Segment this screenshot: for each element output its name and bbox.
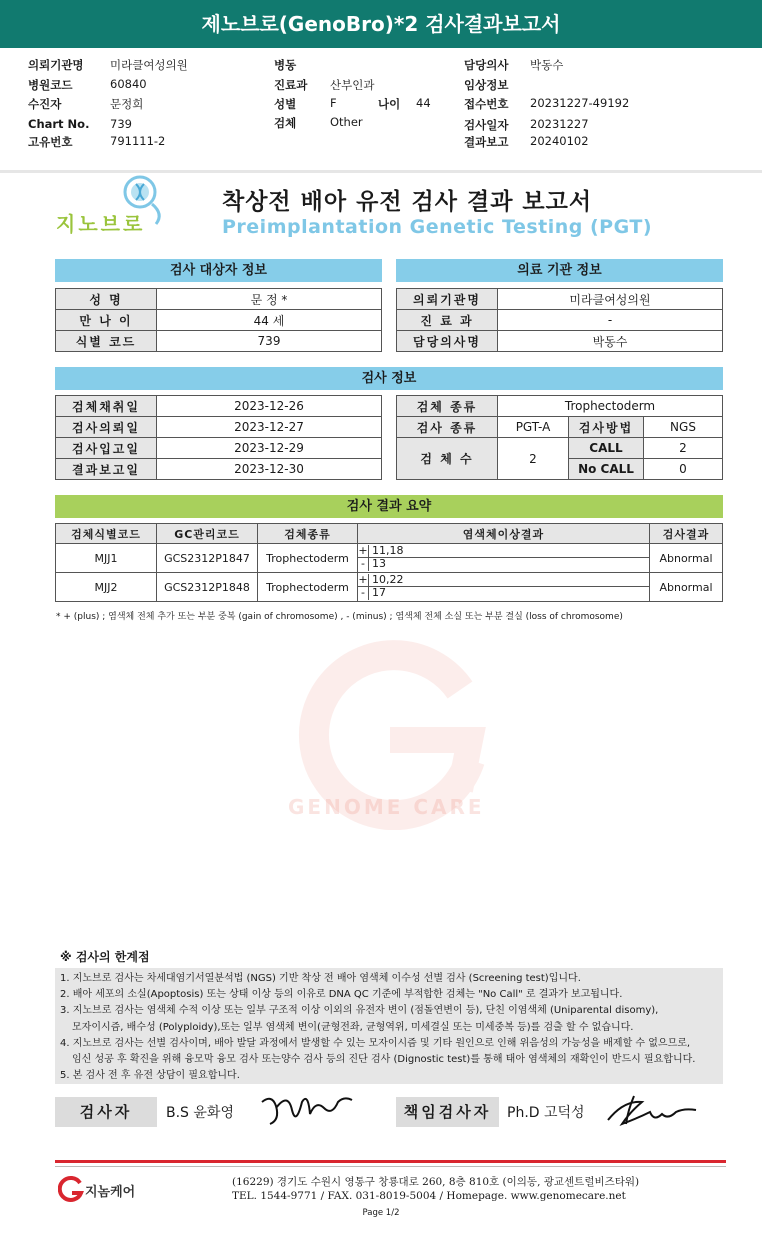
footer-gray-line (55, 1166, 726, 1167)
header-value: F (330, 96, 337, 110)
method-label: 검사방법 (569, 417, 644, 438)
header-value: 산부인과 (330, 78, 375, 92)
table-row (397, 289, 723, 310)
row-label: 식별 코드 (56, 331, 157, 352)
row-label: 검사의뢰일 (56, 417, 157, 438)
specimen-type-label: 검체 종류 (397, 396, 498, 417)
limitations-box (55, 968, 723, 1084)
table-row (56, 331, 382, 352)
row-value: 2023-12-27 (157, 417, 382, 438)
chief-tester-label: 책임검사자 (396, 1097, 499, 1127)
header-label: 의뢰기관명 (28, 58, 84, 72)
limitations-title: ※ 검사의 한계점 (60, 950, 150, 964)
limitation-line: 임신 성공 후 확진을 위해 융모막 융모 검사 또는양수 검사 등의 진단 검사 (Dignostic test)를 통해 태아 염색체의 재확인이 반드시 필요합니다. (72, 1054, 696, 1066)
row-label: 만 나 이 (56, 310, 157, 331)
limitation-line: 3. 지노브로 검사는 염색체 수적 이상 또는 일부 구조적 이상 이외의 유전자 변이 (점돌연변이 등), 단친 이염색체 (Uniparental disomy), (60, 1005, 659, 1017)
header-field (28, 77, 248, 93)
table-row (397, 310, 723, 331)
test-type-label: 검사 종류 (397, 417, 498, 438)
limitation-line: 5. 본 검사 전 후 유전 상담이 필요합니다. (60, 1070, 240, 1082)
limitation-line: 4. 지노브로 검사는 선별 검사이며, 배아 발달 과정에서 발생할 수 있는 모자이시즘 및 기타 원인으로 인해 위음성의 가능성을 배제할 수 없으므로, (60, 1037, 691, 1049)
column-header: GC관리코드 (157, 524, 258, 544)
header-field (464, 57, 704, 73)
column-header: 검체종류 (258, 524, 358, 544)
count-value: 2 (498, 438, 569, 480)
gain-row (358, 545, 649, 558)
header-label: 수진자 (28, 97, 62, 111)
watermark-text: GENOME CARE (288, 795, 485, 819)
header-field (28, 117, 248, 133)
subject-info-table (55, 288, 382, 352)
row-label: 결과보고일 (56, 459, 157, 480)
row-label: 담당의사명 (397, 331, 498, 352)
header-field (274, 77, 444, 93)
summary-footnote: * + (plus) ; 염색체 전체 추가 또는 부분 중복 (gain of chromosome) , - (minus) ; 염색체 전체 소실 또는 부분 결실 (loss of chromosome) (56, 612, 623, 622)
plus-sign: + (358, 544, 368, 557)
gain-value: 10,22 (372, 573, 404, 586)
call-value: 2 (644, 438, 723, 459)
specimen-info-table (396, 395, 723, 480)
table-header-row (56, 524, 723, 544)
sample-id: MJJ2 (56, 573, 157, 602)
row-value: 미라클여성의원 (498, 289, 723, 310)
minus-sign: - (358, 558, 369, 571)
header-label: 성별 (274, 97, 297, 111)
loss-row (358, 587, 649, 600)
header-value: Other (330, 115, 363, 129)
sample-id: MJJ1 (56, 544, 157, 573)
limitation-line: 1. 지노브로 검사는 차세대염기서열분석법 (NGS) 기반 착상 전 배아 염색체 이수성 선별 검사 (Screening test)입니다. (60, 973, 581, 984)
call-label: CALL (569, 438, 644, 459)
footer-red-line (55, 1160, 726, 1163)
table-row (56, 573, 723, 602)
header-field (464, 96, 704, 112)
table-row (56, 310, 382, 331)
chromosome-result (358, 573, 650, 602)
age-label: 나이 (378, 97, 401, 111)
header-value: 739 (110, 117, 132, 131)
header-field (274, 57, 444, 73)
report-title: 제노브로(GenoBro)*2 검사결과보고서 (201, 12, 561, 36)
specimen-type-value: Trophectoderm (498, 396, 723, 417)
test-info-heading: 검사 정보 (55, 367, 723, 390)
nocall-value: 0 (644, 459, 723, 480)
header-label: 병동 (274, 58, 297, 72)
row-value: 44 세 (157, 310, 382, 331)
gain-value: 11,18 (372, 544, 404, 557)
header-value: 미라클여성의원 (110, 58, 188, 72)
chief-tester-name: Ph.D 고덕성 (507, 1105, 585, 1121)
header-label: 고유번호 (28, 135, 73, 149)
gc-code: GCS2312P1848 (157, 573, 258, 602)
header-label: Chart No. (28, 117, 90, 131)
table-row (56, 289, 382, 310)
summary-table (55, 523, 723, 602)
table-row (397, 417, 723, 438)
header-label: 검사일자 (464, 118, 509, 132)
genobro-logo (56, 180, 176, 244)
row-value: 2023-12-30 (157, 459, 382, 480)
row-label: 진 료 과 (397, 310, 498, 331)
tester-name: B.S 윤화영 (166, 1105, 234, 1121)
row-label: 성 명 (56, 289, 157, 310)
limitation-line: 2. 배아 세포의 소실(Apoptosis) 또는 상태 이상 등의 이유로 DNA QC 기준에 부적합한 검체는 "No Call" 로 결과가 보고됩니다. (60, 989, 623, 1001)
header-label: 진료과 (274, 78, 308, 92)
institution-info-table (396, 288, 723, 352)
header-field (28, 96, 248, 112)
row-label: 의뢰기관명 (397, 289, 498, 310)
test-result: Abnormal (650, 544, 723, 573)
summary-heading: 검사 결과 요약 (55, 495, 723, 518)
report-main-title: 착상전 배아 유전 검사 결과 보고서 (222, 189, 593, 215)
tester-signature-icon (258, 1088, 356, 1134)
row-value: 739 (157, 331, 382, 352)
header-label: 임상정보 (464, 78, 509, 92)
row-value: 박동수 (498, 331, 723, 352)
tester-label: 검사자 (55, 1097, 157, 1127)
column-header: 염색체이상결과 (358, 524, 650, 544)
column-header: 검체식별코드 (56, 524, 157, 544)
table-row (56, 544, 723, 573)
count-label: 검 체 수 (397, 438, 498, 480)
report-title-bar (0, 0, 762, 48)
loss-value: 13 (372, 557, 386, 570)
row-value: - (498, 310, 723, 331)
footer-address: (16229) 경기도 수원시 영통구 창룡대로 260, 8층 810호 (이의동, 광교센트럴비즈타워) (232, 1176, 640, 1188)
header-field (28, 57, 248, 73)
test-type-value: PGT-A (498, 417, 569, 438)
header-field (464, 117, 704, 133)
specimen-type: Trophectoderm (258, 573, 358, 602)
plus-sign: + (358, 573, 368, 586)
chief-signature-icon (604, 1090, 700, 1130)
footer-address-block (232, 1175, 639, 1203)
footer-contact: TEL. 1544-9771 / FAX. 031-8019-5004 / Homepage. www.genomecare.net (232, 1190, 626, 1202)
method-value: NGS (644, 417, 723, 438)
header-field (274, 115, 444, 131)
chromosome-result (358, 544, 650, 573)
genomecare-logo-icon (58, 1175, 84, 1203)
minus-sign: - (358, 587, 369, 600)
header-label: 결과보고 (464, 135, 509, 149)
column-header: 검사결과 (650, 524, 723, 544)
footer-company: 지놈케어 (85, 1185, 136, 1200)
institution-info-heading: 의료 기관 정보 (396, 259, 723, 282)
header-field (274, 96, 444, 112)
row-label: 검사입고일 (56, 438, 157, 459)
page-number: Page 1/2 (362, 1208, 400, 1218)
header-label: 담당의사 (464, 58, 509, 72)
test-result: Abnormal (650, 573, 723, 602)
header-label: 검체 (274, 116, 297, 130)
header-divider (0, 170, 762, 173)
header-value: 박동수 (530, 58, 564, 72)
table-row (397, 331, 723, 352)
row-value: 2023-12-29 (157, 438, 382, 459)
nocall-label: No CALL (569, 459, 644, 480)
table-row (397, 396, 723, 417)
row-label: 검체채취일 (56, 396, 157, 417)
header-value: 791111-2 (110, 134, 166, 148)
specimen-type: Trophectoderm (258, 544, 358, 573)
header-field (464, 77, 704, 93)
header-value: 문정희 (110, 97, 144, 111)
report-subtitle: Preimplantation Genetic Testing (PGT) (222, 216, 652, 238)
header-field (28, 134, 248, 150)
row-value: 문 정 * (157, 289, 382, 310)
gain-row (358, 574, 649, 587)
logo-text: 지노브로 (56, 212, 146, 236)
header-value: 20231227 (530, 117, 589, 131)
table-row (56, 438, 382, 459)
row-value: 2023-12-26 (157, 396, 382, 417)
subject-info-heading: 검사 대상자 정보 (55, 259, 382, 282)
header-field (464, 134, 704, 150)
age-value: 44 (416, 96, 431, 110)
table-row (56, 417, 382, 438)
loss-row (358, 558, 649, 571)
table-row (56, 459, 382, 480)
table-row (397, 438, 723, 459)
header-label: 접수번호 (464, 97, 509, 111)
header-value: 20231227-49192 (530, 96, 630, 110)
header-value: 20240102 (530, 134, 589, 148)
test-dates-table (55, 395, 382, 480)
gc-code: GCS2312P1847 (157, 544, 258, 573)
header-label: 병원코드 (28, 78, 73, 92)
table-row (56, 396, 382, 417)
header-value: 60840 (110, 77, 147, 91)
loss-value: 17 (372, 586, 386, 599)
limitation-line: 모자이시즘, 배수성 (Polyploidy),또는 일부 염색체 변이(균형전좌, 균형역위, 미세결실 또는 미세중복 등)를 검출 할 수 없습니다. (72, 1021, 634, 1033)
